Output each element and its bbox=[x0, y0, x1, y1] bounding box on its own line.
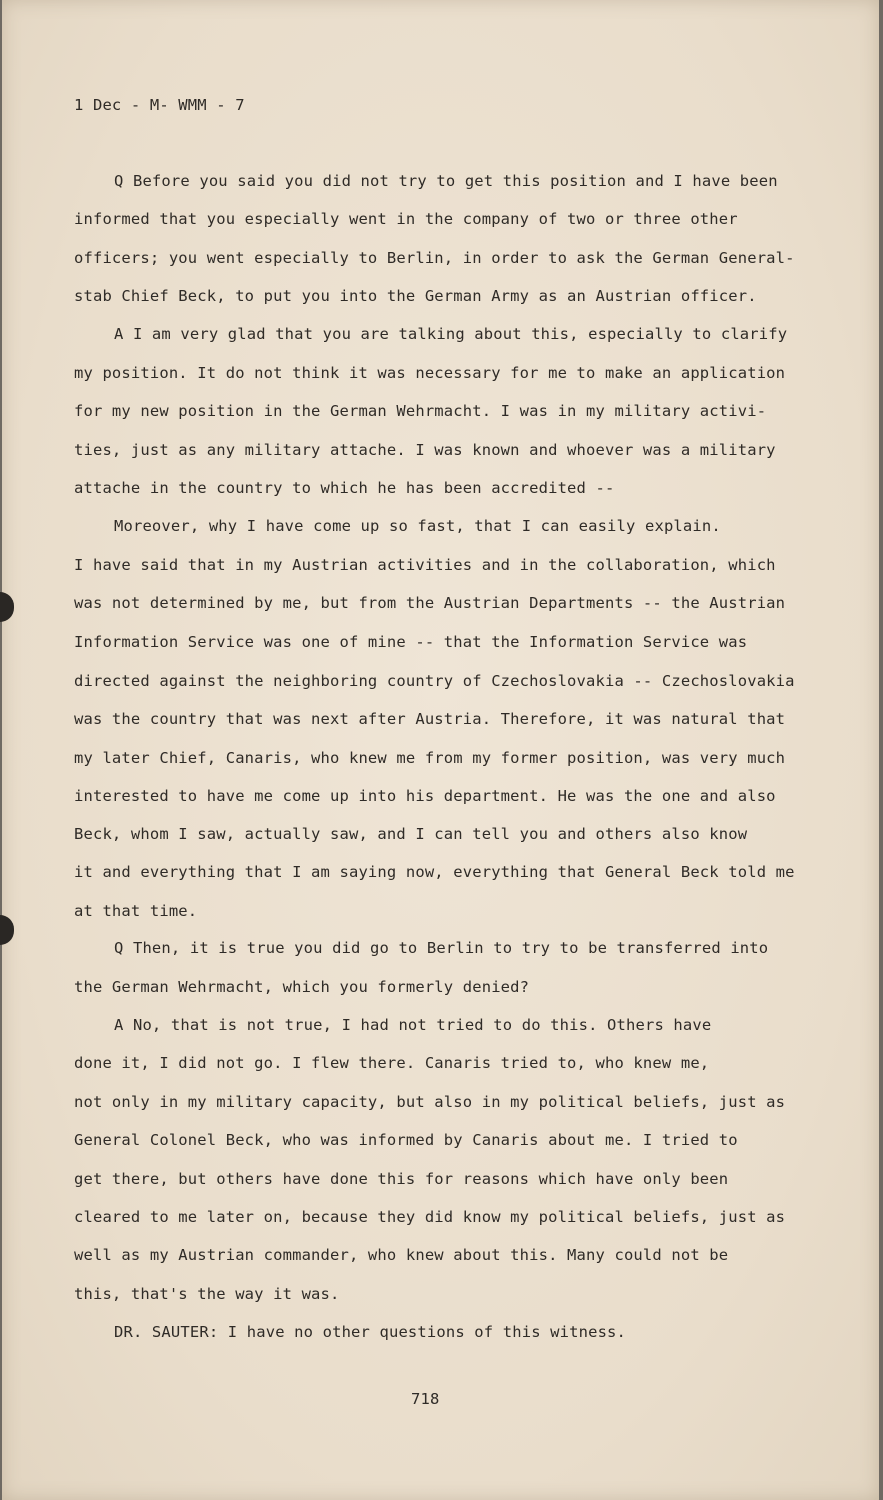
transcript-line: ties, just as any military attache. I was known and whoever was a military bbox=[74, 441, 776, 459]
transcript-line: this, that's the way it was. bbox=[74, 1285, 340, 1303]
transcript-line: get there, but others have done this for reasons which have only been bbox=[74, 1170, 729, 1188]
transcript-line: officers; you went especially to Berlin, in order to ask the German General- bbox=[74, 249, 795, 267]
transcript-body bbox=[2, 0, 879, 1500]
transcript-line: not only in my military capacity, but also in my political beliefs, just as bbox=[74, 1093, 786, 1111]
transcript-line: well as my Austrian commander, who knew about this. Many could not be bbox=[74, 1246, 729, 1264]
document-page bbox=[2, 0, 879, 1500]
transcript-line: Moreover, why I have come up so fast, that I can easily explain. bbox=[114, 517, 721, 535]
transcript-line: Q Before you said you did not try to get this position and I have been bbox=[114, 172, 778, 190]
transcript-line: A No, that is not true, I had not tried to do this. Others have bbox=[114, 1016, 712, 1034]
transcript-line: for my new position in the German Wehrmacht. I was in my military activi- bbox=[74, 402, 767, 420]
transcript-line: at that time. bbox=[74, 902, 198, 920]
transcript-line: done it, I did not go. I flew there. Canaris tried to, who knew me, bbox=[74, 1054, 710, 1072]
transcript-line: directed against the neighboring country of Czechoslovakia -- Czechoslovakia bbox=[74, 672, 795, 690]
transcript-line: Q Then, it is true you did go to Berlin to try to be transferred into bbox=[114, 939, 769, 957]
transcript-line: interested to have me come up into his department. He was the one and also bbox=[74, 787, 776, 805]
transcript-line: it and everything that I am saying now, everything that General Beck told me bbox=[74, 863, 795, 881]
transcript-line: cleared to me later on, because they did know my political beliefs, just as bbox=[74, 1208, 786, 1226]
transcript-line: stab Chief Beck, to put you into the German Army as an Austrian officer. bbox=[74, 287, 757, 305]
transcript-line: informed that you especially went in the company of two or three other bbox=[74, 210, 738, 228]
transcript-line: Information Service was one of mine -- that the Information Service was bbox=[74, 633, 748, 651]
transcript-line: my position. It do not think it was necessary for me to make an application bbox=[74, 364, 786, 382]
page-number: 718 bbox=[411, 1390, 440, 1408]
transcript-line: attache in the country to which he has been accredited -- bbox=[74, 479, 615, 497]
transcript-line: was the country that was next after Austria. Therefore, it was natural that bbox=[74, 710, 786, 728]
transcript-line: I have said that in my Austrian activities and in the collaboration, which bbox=[74, 556, 776, 574]
transcript-line: the German Wehrmacht, which you formerly denied? bbox=[74, 978, 530, 996]
transcript-line: my later Chief, Canaris, who knew me from my former position, was very much bbox=[74, 749, 786, 767]
transcript-line: Beck, whom I saw, actually saw, and I can tell you and others also know bbox=[74, 825, 748, 843]
transcript-line: General Colonel Beck, who was informed by Canaris about me. I tried to bbox=[74, 1131, 738, 1149]
transcript-line: A I am very glad that you are talking about this, especially to clarify bbox=[114, 325, 788, 343]
transcript-line: was not determined by me, but from the Austrian Departments -- the Austrian bbox=[74, 594, 786, 612]
transcript-line: DR. SAUTER: I have no other questions of this witness. bbox=[114, 1323, 627, 1341]
page-header: 1 Dec - M- WMM - 7 bbox=[74, 96, 245, 114]
